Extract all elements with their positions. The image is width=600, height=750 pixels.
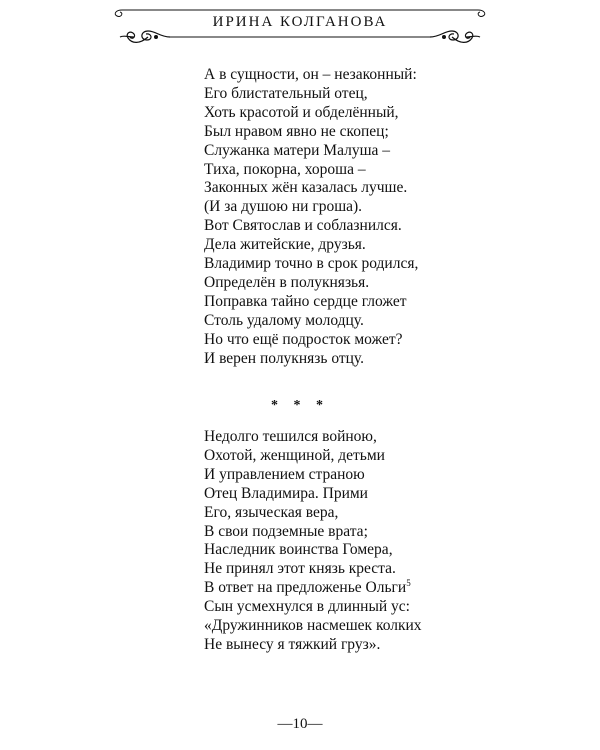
section-separator: * * *: [271, 398, 329, 413]
poem-line: Охотой, женщиной, детьми: [204, 446, 385, 464]
poem-line: Не принял этот князь креста.: [204, 560, 396, 578]
poem-line: Сын усмехнулся в длинный ус:: [204, 598, 410, 616]
poem-line: Наследник воинства Гомера,: [204, 541, 393, 559]
poem-line: Вот Святослав и соблазнился.: [204, 217, 402, 235]
running-head-author: ИРИНА КОЛГАНОВА: [212, 14, 388, 30]
poem-line: И управлением страною: [204, 465, 365, 483]
poem-line: Поправка тайно сердце гложет: [204, 292, 407, 310]
poem-line-text: В ответ на предложенье Ольги: [204, 579, 407, 597]
poem-line: Его блистательный отец,: [204, 84, 368, 102]
poem-line: (И за душою ни гроша).: [204, 198, 363, 216]
poem-line: Отец Владимира. Прими: [204, 484, 368, 502]
poem-line: Был нравом явно не скопец;: [204, 122, 389, 140]
poem-line: В свои подземные врата;: [204, 522, 368, 540]
left-flourish-icon: [120, 31, 170, 42]
right-flourish-icon: [430, 31, 480, 42]
poem-line: И верен полукнязь отцу.: [204, 349, 365, 367]
poem-line: Но что ещё подросток может?: [204, 330, 403, 348]
poem-line: Хоть красотой и обделённый,: [204, 103, 399, 121]
poem-line: Законных жён казалась лучше.: [204, 179, 408, 197]
poem-line: «Дружинников насмешек колких: [204, 617, 422, 635]
poem-line-with-footnote: [204, 579, 422, 598]
poem-line: Не вынесу я тяжкий груз».: [204, 635, 381, 653]
poem-line: Столь удалому молодцу.: [204, 311, 364, 329]
footnote-marker[interactable]: 5: [406, 578, 411, 589]
poem-line: Его, языческая вера,: [204, 503, 339, 521]
poem-line: Служанка матери Малуша –: [204, 141, 391, 159]
poem-line: Определён в полукнязья.: [204, 273, 370, 291]
poem-line: Тиха, покорна, хороша –: [204, 160, 366, 178]
poem-stanza-1: [204, 66, 418, 369]
page-header: [0, 0, 600, 60]
poem-line: Недолго тешился войною,: [204, 428, 377, 445]
poem-stanza-2: [204, 428, 422, 655]
page-number: —10—: [277, 716, 323, 732]
poem-line: Дела житейские, друзья.: [204, 236, 366, 254]
poem-line: Владимир точно в срок родился,: [204, 255, 419, 273]
poem-line: А в сущности, он – незаконный:: [204, 66, 417, 83]
